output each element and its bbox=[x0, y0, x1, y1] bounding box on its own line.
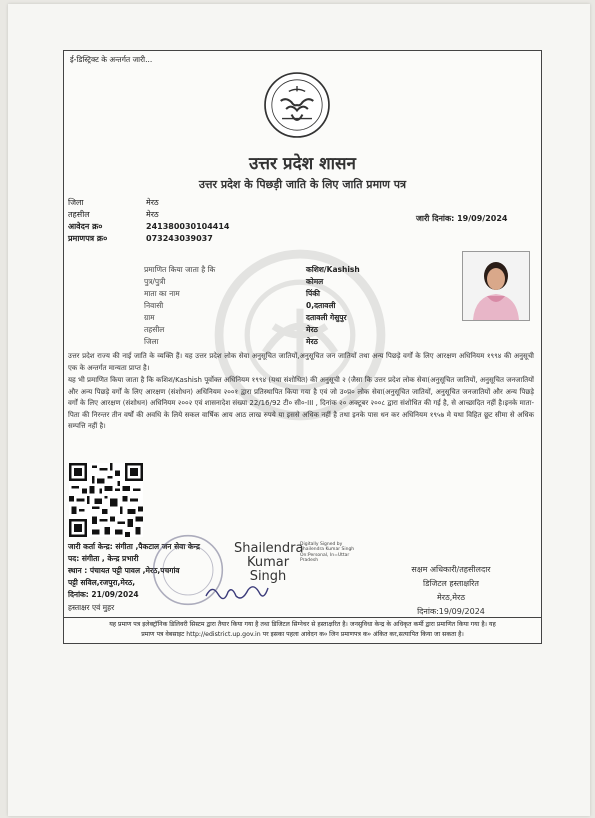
top-note: ई-डिस्ट्रिक्ट के अन्तर्गत जारी... bbox=[70, 55, 153, 64]
field-resident: निवासी 0,दतावली bbox=[144, 301, 336, 310]
issuer-date: दिनांक: 21/09/2024 bbox=[68, 590, 139, 599]
up-government-emblem-icon bbox=[263, 71, 331, 139]
certificate bbox=[63, 50, 542, 644]
issuer-sign-label: हस्ताक्षर एवं मुहर bbox=[68, 603, 115, 612]
issuer-place-continued: पट्टी सविल,रजपुरा,मेरठ, bbox=[68, 578, 136, 587]
field-village: ग्राम दतावली गेसुपुर bbox=[144, 313, 347, 322]
obc-declaration-paragraph: यह भी प्रमाणित किया जाता है कि कशिश/Kashish पूर्वोक्त अधिनियम १९९४ (यथा संशोधित) की अनुसूची २ (जैसा कि उत्तर प्रदेश लोक सेवा(अनुसूचित जातियों, अनुसूचित जनजातियों और अन्य पिछड़े वर्गों के लिए आरक्षण (संशोधन) अधिनियम २००१ द्वारा प्रतिस्थापित किया गया है एवं जो उ०प्र० लोक सेवा(अनुसूचित जातियों, अनुसूचित जनजातियों और अन्य पिछड़े वर्गों के लिए आरक्षण (संशोधन) अधिनियम २००२ एवं शासनादेश संख्या 22/16/92 टी० सी०-III , दिनांक २० अक्टूबर २००८ द्वारा संशोधित की गई है, से आच्छादित नहीं है।इनके माता-पिता की निरन्तर तीन वर्षों की अवधि के लिये सकल वार्षिक आय आठ लाख रुपये या इससे अधिक नहीं है तथा इनके पास धन कर अधिनियम १९५७ मे यथा विहित छूट सीमा से अधिक सम्पत्ति नहीं है। bbox=[68, 376, 534, 430]
qr-code bbox=[69, 463, 143, 537]
digital-signer-name: Shailendra Kumar Singh bbox=[234, 541, 304, 584]
authority-place: मेरठ,मेरठ bbox=[437, 593, 465, 602]
issuer-place: स्थान : पंचायत पट्टी पावल ,मेरठ,पचगांव bbox=[68, 566, 180, 575]
digital-signature-details: Digitally Signed by Shailendra Kumar Singh On:Personal, In=Uttar Pradesh bbox=[300, 542, 355, 563]
field-mother: माता का नाम पिंकी bbox=[144, 289, 320, 298]
applicant-photo bbox=[462, 251, 530, 321]
paper-sheet bbox=[8, 4, 590, 816]
issue-date: जारी दिनांक: 19/09/2024 bbox=[416, 214, 508, 223]
meta-row-certificate-number: प्रमाणपत्र क्र० 073243039037 bbox=[68, 234, 213, 243]
footer-note: यह प्रमाण पत्र इलेक्ट्रॉनिक डिलिवरी सिस्टम द्वारा तैयार किया गया है तथा डिजिटल सिग्नेचर से हस्ताक्षरित है। जनसुविधा केन्द्र के अधिकृत कर्मी द्वारा प्रमाणित किया गया है। यह प्रमाण पत्र वेबसाइट http://edistrict.up.gov.in पर इसका पहला आवेदन क० जिन प्रमाणपत्र क० अंकित कर,सत्यापित किया जा सकता है। bbox=[64, 617, 541, 643]
caste-declaration-paragraph: उत्तर प्रदेश राज्य की नाई जाति के व्यक्ति हैं। यह उत्तर प्रदेश लोक सेवा अनुसूचित जातियों,अनुसूचित जन जातियों तथा अन्य पिछड़े वर्गों के लिए आरक्षण अधिनियम १९९४ की अनुसूची एक के अन्तर्गत मान्यता प्राप्त है। bbox=[68, 352, 534, 372]
authority-title: सक्षम अधिकारी/तहसीलदार bbox=[411, 565, 491, 574]
field-certified-name: प्रमाणित किया जाता है कि कशिश/Kashish bbox=[144, 265, 360, 274]
field-parent: पुत्र/पुत्री कोमल bbox=[144, 277, 324, 286]
authority-date: दिनांक:19/09/2024 bbox=[417, 607, 485, 616]
meta-row-application-number: आवेदन क्र० 241380030104414 bbox=[68, 222, 230, 231]
applicant-photo-image bbox=[463, 252, 529, 320]
issuer-post: पद: संगीता , केन्द्र प्रभारी bbox=[68, 554, 139, 563]
meta-row-tehsil: तहसील मेरठ bbox=[68, 210, 159, 219]
issuing-center: जारी कर्ता केन्द्र: संगीता ,पैकटाल जन सेवा केन्द्र bbox=[68, 542, 200, 551]
government-title: उत्तर प्रदेश शासन bbox=[248, 154, 356, 174]
certificate-title: उत्तर प्रदेश के पिछड़ी जाति के लिए जाति प्रमाण पत्र bbox=[198, 178, 407, 191]
field-district: जिला मेरठ bbox=[144, 337, 318, 346]
meta-row-district: जिला मेरठ bbox=[68, 198, 159, 207]
authority-sign: डिजिटल हस्ताक्षरित bbox=[423, 579, 479, 588]
field-tehsil: तहसील मेरठ bbox=[144, 325, 318, 334]
